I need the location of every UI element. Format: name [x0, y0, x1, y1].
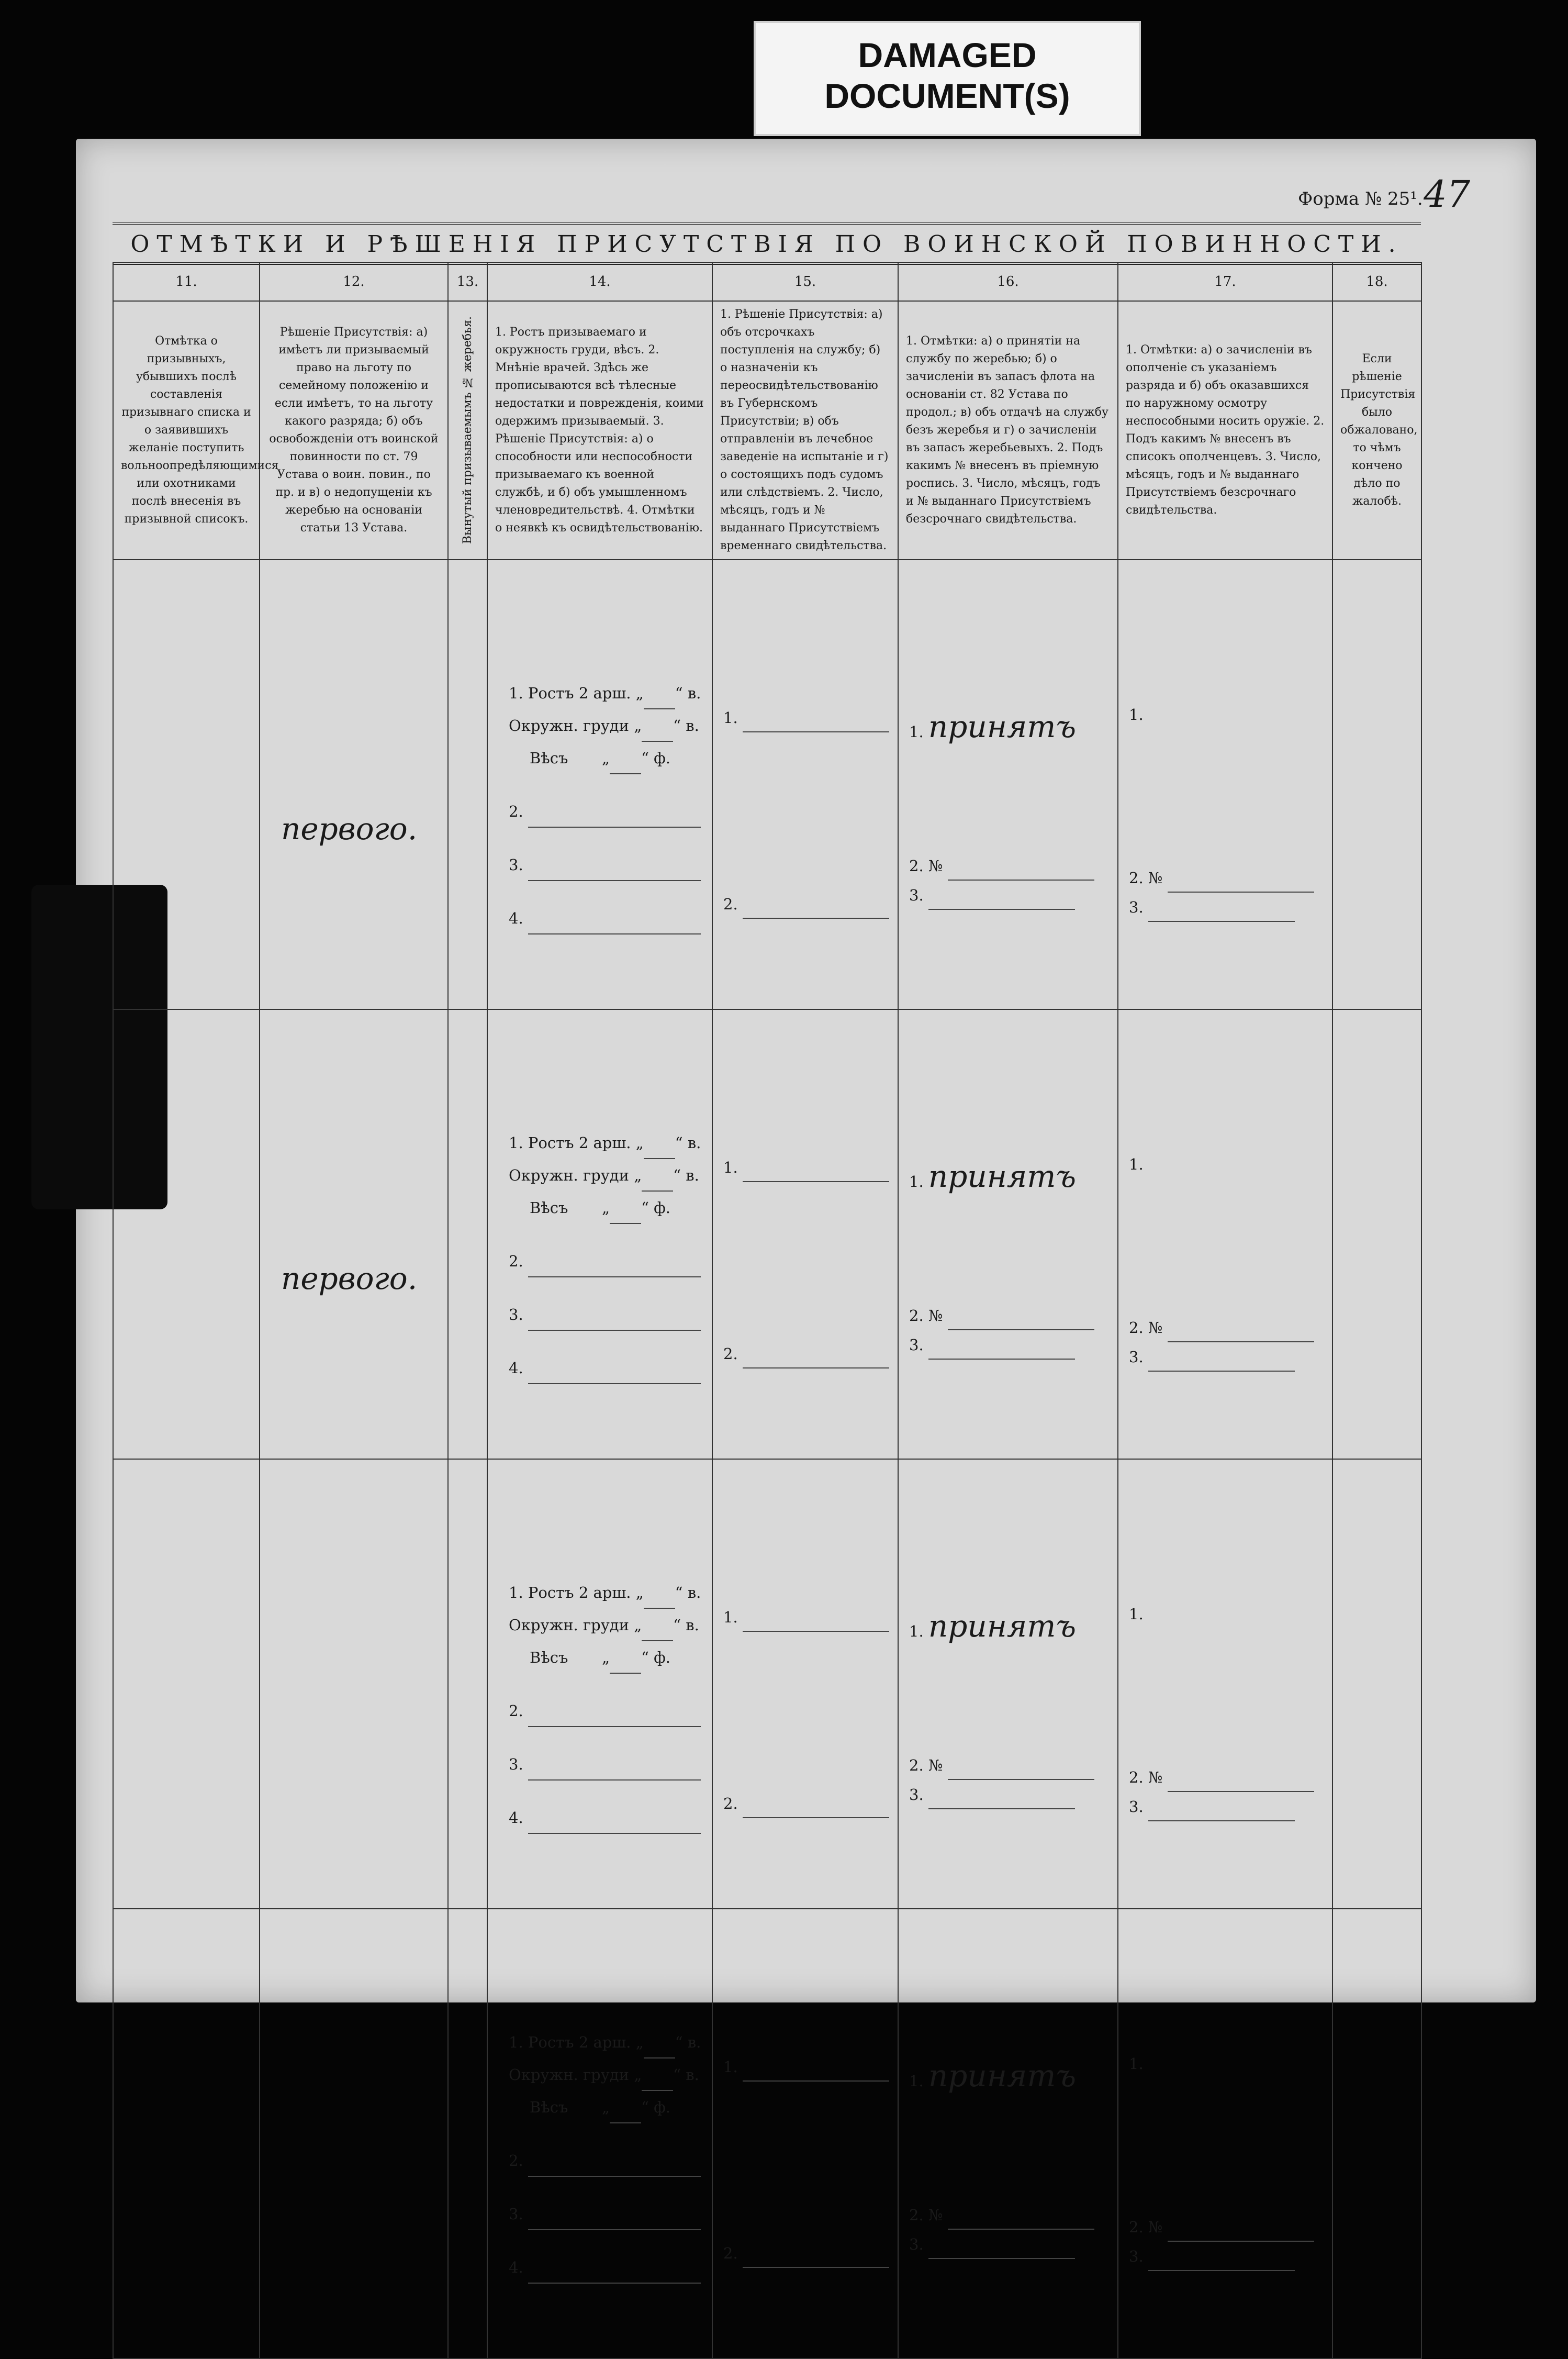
label-weight: Вѣсъ: [530, 2098, 568, 2116]
cell-col17: 1. 2. № 3.: [1118, 1909, 1332, 2358]
cell-col15: 1. 2.: [712, 1909, 898, 2358]
label-chest: Окружн. груди: [509, 1166, 629, 1184]
handwritten-privilege: первого.: [281, 1261, 418, 1296]
label-weight: Вѣсъ: [530, 1648, 568, 1666]
cell-col17: 1. 2. № 3.: [1118, 1459, 1332, 1909]
label-height: 1. Ростъ 2 арш.: [509, 684, 631, 702]
entry-row: [113, 1009, 1421, 1459]
label-height: 1. Ростъ 2 арш.: [509, 2033, 631, 2051]
cell-col14: 1. Ростъ 2 арш. „ “ в. Окружн. груди „ “ в. Вѣсъ „ “ ф. 2. 3. 4.: [487, 1459, 712, 1909]
cell-col15: 1. 2.: [712, 560, 898, 1009]
col-desc: Если рѣшеніе Присутствія было обжаловано, то чѣмъ кончено дѣло по жалобѣ.: [1332, 301, 1421, 560]
handwritten-privilege: первого.: [281, 811, 418, 847]
entry-row: [113, 1909, 1421, 2358]
col-num: 12.: [260, 262, 448, 301]
col-desc: 1. Ростъ призываемаго и окружность груди, вѣсъ. 2. Мнѣніе врачей. Здѣсь же прописываются всѣ тѣлесные недостатки и поврежденія, коими одержимъ призываемый. 3. Рѣшеніе Присутствія: а) о способности или неспособности призываемаго къ военной службѣ, и б) объ умышленномъ членовредительствѣ. 4. Отмѣтки о неявкѣ къ освидѣтельствованію.: [487, 301, 712, 560]
cell-col13: [448, 1909, 487, 2358]
col-desc: 1. Отмѣтки: а) о принятіи на службу по жеребью; б) о зачисленіи въ запасъ флота на основаніи ст. 82 Устава по продол.; в) объ отдачѣ на службу безъ жеребья и г) о зачисленіи въ запасъ жеребьевыхъ. 2. Подъ какимъ № внесенъ въ пріемную роспись. 3. Число, мѣсяцъ, годъ и № выданнаго Присутствіемъ безсрочнаго свидѣтельства.: [898, 301, 1118, 560]
col-desc: 1. Отмѣтки: а) о зачисленіи въ ополченіе съ указаніемъ разряда и б) объ оказавшихся по наружному осмотру неспособными носить оружіе. 2. Подъ какимъ № внесенъ въ списокъ ополченцевъ. 3. Число, мѣсяцъ, годъ и № выданнаго Присутствіемъ безсрочнаго свидѣтельства.: [1118, 301, 1332, 560]
cell-col14: 1. Ростъ 2 арш. „ “ в. Окружн. груди „ “ в. Вѣсъ „ “ ф. 2. 3. 4.: [487, 560, 712, 1009]
cell-col11: [113, 1909, 260, 2358]
handwritten-accepted: принятъ: [928, 708, 1076, 744]
label-chest: Окружн. груди: [509, 716, 629, 735]
label-weight: Вѣсъ: [530, 749, 568, 767]
col-num: 14.: [487, 262, 712, 301]
cell-col11: [113, 1459, 260, 1909]
col-num: 15.: [712, 262, 898, 301]
cell-col17: 1. 2. № 3.: [1118, 560, 1332, 1009]
column-number-row: [113, 262, 1421, 301]
label-chest: Окружн. груди: [509, 2065, 629, 2084]
col-num: 11.: [113, 262, 260, 301]
label-height: 1. Ростъ 2 арш.: [509, 1583, 631, 1601]
cell-col14: 1. Ростъ 2 арш. „ “ в. Окружн. груди „ “ в. Вѣсъ „ “ ф. 2. 3. 4.: [487, 1009, 712, 1459]
label-chest: Окружн. груди: [509, 1616, 629, 1634]
label-weight: Вѣсъ: [530, 1198, 568, 1217]
cell-col17: 1. 2. № 3.: [1118, 1009, 1332, 1459]
form-title: ОТМѢТКИ И РѢШЕНІЯ ПРИСУТСТВІЯ ПО ВОИНСКОЙ ПОВИННОСТИ.: [113, 222, 1421, 265]
stamp-line1: DAMAGED: [858, 36, 1037, 74]
cell-col12: [260, 1459, 448, 1909]
col-num: 13.: [448, 262, 487, 301]
col-desc: Вынутый призываемымъ № жеребья.: [461, 316, 474, 544]
label-height: 1. Ростъ 2 арш.: [509, 1133, 631, 1152]
col-desc: Отмѣтка о призывныхъ, убывшихъ послѣ составленія призывнаго списка и о заявившихъ желаніе поступить вольноопредѣляющимися или охотниками послѣ внесенія въ призывной списокъ.: [113, 301, 260, 560]
cell-col13: [448, 1459, 487, 1909]
form-number: Форма № 25¹.: [1298, 188, 1423, 209]
cell-col13: [448, 560, 487, 1009]
col-num: 18.: [1332, 262, 1421, 301]
col-desc: 1. Рѣшеніе Присутствія: а) объ отсрочкахъ поступленія на службу; б) о назначеніи къ переосвидѣтельствованію въ Губернскомъ Присутствіи; в) объ отправленіи въ лечебное заведеніе на испытаніе и г) о состоящихъ подъ судомъ или слѣдствіемъ. 2. Число, мѣсяцъ, годъ и № выданнаго Присутствіемъ временнаго свидѣтельства.: [712, 301, 898, 560]
cell-col12: [260, 1909, 448, 2358]
cell-col15: 1. 2.: [712, 1009, 898, 1459]
entry-row: [113, 560, 1421, 1009]
cell-col18: [1332, 1459, 1421, 1909]
cell-col18: [1332, 1009, 1421, 1459]
cell-col18: [1332, 1909, 1421, 2358]
cell-col16: 1. принятъ 2. № 3.: [898, 1909, 1118, 2358]
handwritten-accepted: принятъ: [928, 1608, 1076, 1644]
col-num: 16.: [898, 262, 1118, 301]
cell-col14: 1. Ростъ 2 арш. „ “ в. Окружн. груди „ “ в. Вѣсъ „ “ ф. 2. 3. 4.: [487, 1909, 712, 2358]
handwritten-accepted: принятъ: [928, 2057, 1076, 2094]
column-description-row: [113, 301, 1421, 560]
cell-col15: 1. 2.: [712, 1459, 898, 1909]
page-number: 47: [1424, 173, 1471, 216]
cell-col12: [260, 560, 448, 1009]
damaged-document-stamp: [754, 21, 1141, 136]
cell-col16: 1. принятъ 2. № 3.: [898, 560, 1118, 1009]
cell-col12: [260, 1009, 448, 1459]
cell-col16: 1. принятъ 2. № 3.: [898, 1459, 1118, 1909]
cell-col18: [1332, 560, 1421, 1009]
cell-col16: 1. принятъ 2. № 3.: [898, 1009, 1118, 1459]
col-desc: Рѣшеніе Присутствія: а) имѣетъ ли призываемый право на льготу по семейному положенію и если имѣетъ, то на льготу какого разряда; б) объ освобожденіи отъ воинской повинности по ст. 79 Устава о воин. повин., по пр. и в) о недопущеніи къ жеребью на основаніи статьи 13 Устава.: [260, 301, 448, 560]
stamp-line2: DOCUMENT(S): [824, 76, 1070, 115]
register-table: [113, 262, 1422, 2359]
cell-col11: [113, 1009, 260, 1459]
cell-col13: [448, 1009, 487, 1459]
col-num: 17.: [1118, 262, 1332, 301]
handwritten-accepted: принятъ: [928, 1158, 1076, 1194]
cell-col11: [113, 560, 260, 1009]
entry-row: [113, 1459, 1421, 1909]
